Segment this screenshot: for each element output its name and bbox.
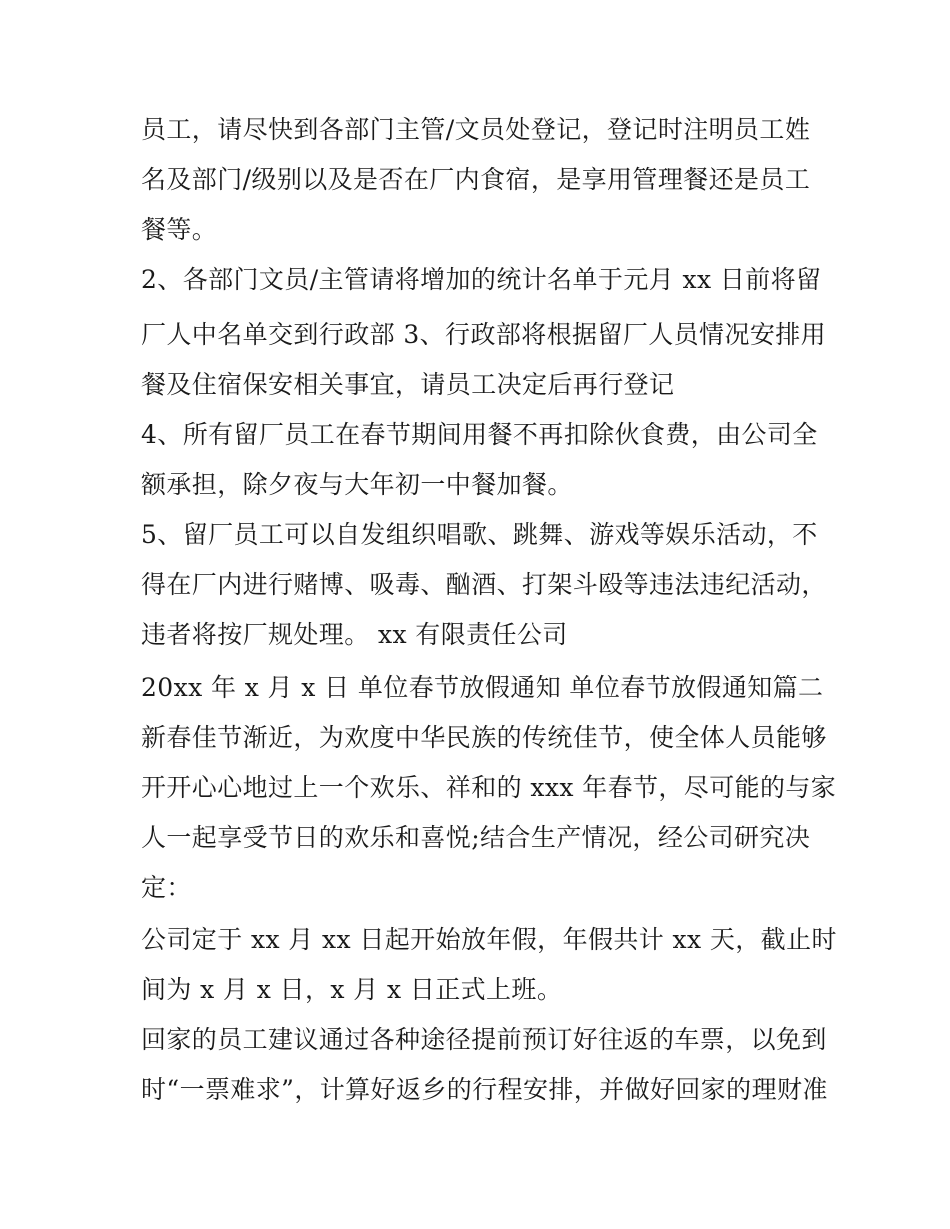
text-line: 20xx 年 x 月 x 日 单位春节放假通知 单位春节放假通知篇二 <box>141 673 824 702</box>
text-line: 回家的员工建议通过各种途径提前预订好往返的车票，以免到 <box>141 1025 827 1054</box>
text-line: 4、所有留厂员工在春节期间用餐不再扣除伙食费，由公司全 <box>141 420 818 449</box>
text-line: 新春佳节渐近，为欢度中华民族的传统佳节，使全体人员能够 <box>141 723 827 752</box>
text-line: 员工，请尽快到各部门主管/文员处登记，登记时注明员工姓 <box>141 115 811 144</box>
text-line: 名及部门/级别以及是否在厂内食宿，是享用管理餐还是员工 <box>141 165 811 194</box>
text-line: 人一起享受节日的欢乐和喜悦;结合生产情况，经公司研究决 <box>141 823 811 852</box>
text-line: 时“一票难求”，计算好返乡的行程安排，并做好回家的理财准 <box>141 1075 828 1104</box>
text-line: 餐及住宿保安相关事宜，请员工决定后再行登记 <box>141 370 675 399</box>
text-line: 厂人中名单交到行政部 3、行政部将根据留厂人员情况安排用 <box>141 320 827 349</box>
text-line: 违者将按厂规处理。 xx 有限责任公司 <box>141 620 568 649</box>
text-line: 餐等。 <box>141 215 218 244</box>
text-line: 定： <box>141 873 192 902</box>
text-line: 间为 x 月 x 日，x 月 x 日正式上班。 <box>141 975 563 1004</box>
text-line: 公司定于 xx 月 xx 日起开始放年假，年假共计 xx 天，截止时 <box>141 925 837 954</box>
text-line: 5、留厂员工可以自发组织唱歌、跳舞、游戏等娱乐活动，不 <box>141 520 818 549</box>
text-line: 2、各部门文员/主管请将增加的统计名单于元月 xx 日前将留 <box>141 265 822 294</box>
text-line: 开开心心地过上一个欢乐、祥和的 xxx 年春节，尽可能的与家 <box>141 773 837 802</box>
text-line: 额承担，除夕夜与大年初一中餐加餐。 <box>141 470 573 499</box>
text-line: 得在厂内进行赌博、吸毒、酗酒、打架斗殴等违法违纪活动， <box>141 570 827 599</box>
